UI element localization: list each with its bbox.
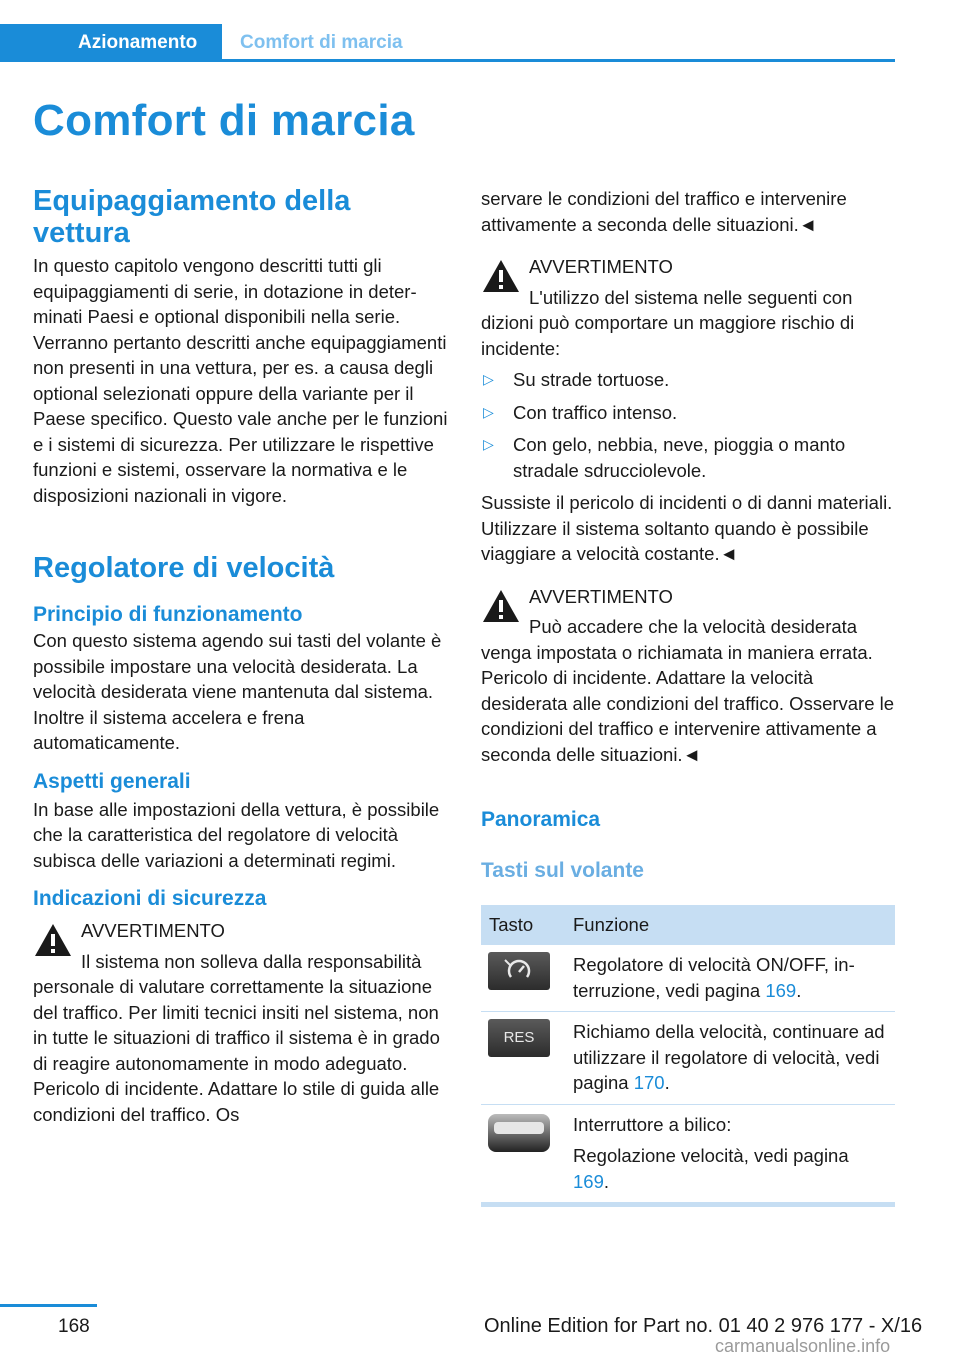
warning-text: personale di valutare correttamente la situazione del traffico. Per limiti tecnici insiti nel sistema, non in tutte le situazioni di traffico il sistema è in grado di reagire autonomamente in modo adeguato. Pericolo di incidente. Adattare lo stile di guida alle condizioni del traffico. Os — [33, 976, 440, 1125]
table-row — [481, 1012, 895, 1105]
key-cell — [481, 945, 565, 1012]
key-cell — [481, 1104, 565, 1205]
equipaggiamento-heading: Equipaggiamento della vettura — [33, 185, 351, 249]
bullet-triangle-icon: ▷ — [483, 371, 494, 387]
column-header-tasto: Tasto — [481, 905, 565, 945]
watermark: carmanualsonline.info — [715, 1336, 891, 1356]
warning-title: AVVERTIMENTO — [529, 585, 673, 607]
right-column — [481, 186, 899, 1207]
warning-block-3 — [481, 584, 899, 768]
warning-text: dizioni può comportare un maggiore rischio di incidente: — [481, 312, 855, 359]
warning-title: AVVERTIMENTO — [81, 920, 225, 941]
edition-text: Online Edition for Part no. 01 40 2 976 177 - X/16 — [484, 1315, 923, 1337]
column-header-funzione: Funzione — [565, 905, 895, 945]
equipaggiamento-text: In questo capitolo vengono descritti tutti gli equipaggiamenti di serie, in dotazione in determinati Paesi e optional disponibili nella serie. Verranno pertanto descritti anche equipaggiamenti non presenti in una vettura, per es. a causa degli optional selezionati oppure della variante per il Paese specifico. Questo vale anche per le funzioni e i sistemi di sicurezza. Per utilizzare le rispettive funzioni e sistemi, osservare la normativa e le disposizioni nazionali in vigore. — [33, 255, 448, 506]
warning-text-first: Il sistema non solleva dalla responsabilità — [81, 950, 422, 972]
warning-text-continued: servare le condizioni del traffico e intervenire attivamente a seconda delle situazioni.◄ — [481, 188, 847, 235]
table-header-row — [481, 905, 895, 945]
header-rule — [0, 59, 895, 62]
regolatore-heading: Regolatore di velocità — [33, 552, 335, 584]
tab-comfort-di-marcia[interactable]: Comfort di marcia — [240, 32, 403, 53]
page-number: 168 — [58, 1316, 90, 1337]
key-cell — [481, 1012, 565, 1105]
bullet-triangle-icon: ▷ — [483, 436, 494, 452]
keys-table — [481, 905, 895, 1207]
page-link[interactable]: 170 — [633, 1072, 665, 1093]
aspetti-heading: Aspetti generali — [33, 769, 191, 793]
warning-block-2 — [481, 254, 899, 567]
function-cell: Regolatore di velocità ON/OFF, interruzione, vedi pagina 169. — [565, 945, 895, 1012]
warning-text-first: Può accadere che la velocità desiderata — [529, 616, 858, 637]
function-cell: Interruttore a bilico: Regolazione velocità, vedi pagina 169. — [565, 1104, 895, 1205]
sicurezza-heading: Indicazioni di sicurezza — [33, 887, 267, 910]
warning-text-first: L'utilizzo del sistema nelle seguenti con — [529, 286, 853, 308]
function-cell: Richiamo della velocità, continuare ad utilizzare il regolatore di velocità, vedi pagina 170. — [565, 1012, 895, 1105]
panoramica-heading: Panoramica — [481, 808, 601, 831]
warning-triangle-icon — [33, 922, 73, 958]
cruise-control-button-icon — [488, 952, 550, 990]
warning-block-1 — [33, 918, 451, 1127]
res-button-icon: RES — [488, 1019, 550, 1057]
footer-rule — [0, 1304, 97, 1307]
principio-heading: Principio di funzionamento — [33, 603, 303, 626]
list-item: ▷ Su strade tortuose. — [481, 367, 899, 393]
table-row — [481, 945, 895, 1012]
tasti-heading: Tasti sul volante — [481, 859, 644, 882]
warning-text: Sussiste il pericolo di incidenti o di danni materiali. Utilizzare il sistema soltanto quando è possibile viaggiare a velocità costante.◄ — [481, 492, 893, 564]
left-column — [33, 185, 451, 1127]
page-title: Comfort di marcia — [33, 96, 415, 145]
rocker-switch-icon — [488, 1114, 550, 1152]
list-item: ▷ Con traffico intenso. — [481, 400, 899, 426]
warning-text: venga impostata o richiamata in maniera errata. Pericolo di incidente. Adattare la velocità desiderata alle condizioni del traffico. Osservare le condizioni del traffico e intervenire attivamente a seconda delle situazioni.◄ — [481, 641, 895, 765]
bullet-triangle-icon: ▷ — [483, 403, 494, 420]
warning-triangle-icon — [481, 588, 521, 624]
list-item: ▷ Con gelo, nebbia, neve, pioggia o manto stradale sdrucciolevole. — [483, 434, 846, 481]
page-link[interactable]: 169 — [765, 979, 797, 1001]
warning-triangle-icon — [481, 258, 521, 294]
tab-azionamento[interactable]: Azionamento — [0, 24, 222, 62]
condition-list — [481, 367, 899, 483]
aspetti-text: In base alle impostazioni della vettura, è possibile che la caratteristica del regolatore di velocità subisca delle variazioni a determinati regimi. — [33, 798, 440, 871]
principio-text: Con questo sistema agendo sui tasti del volante è possibile impostare una velocità desiderata. La velocità desiderata viene mantenuta dal sistema. Inoltre il sistema accelera e frena automaticamente. — [33, 630, 442, 753]
table-row — [481, 1104, 895, 1205]
warning-title: AVVERTIMENTO — [529, 256, 673, 277]
page-link[interactable]: 169 — [573, 1170, 604, 1192]
